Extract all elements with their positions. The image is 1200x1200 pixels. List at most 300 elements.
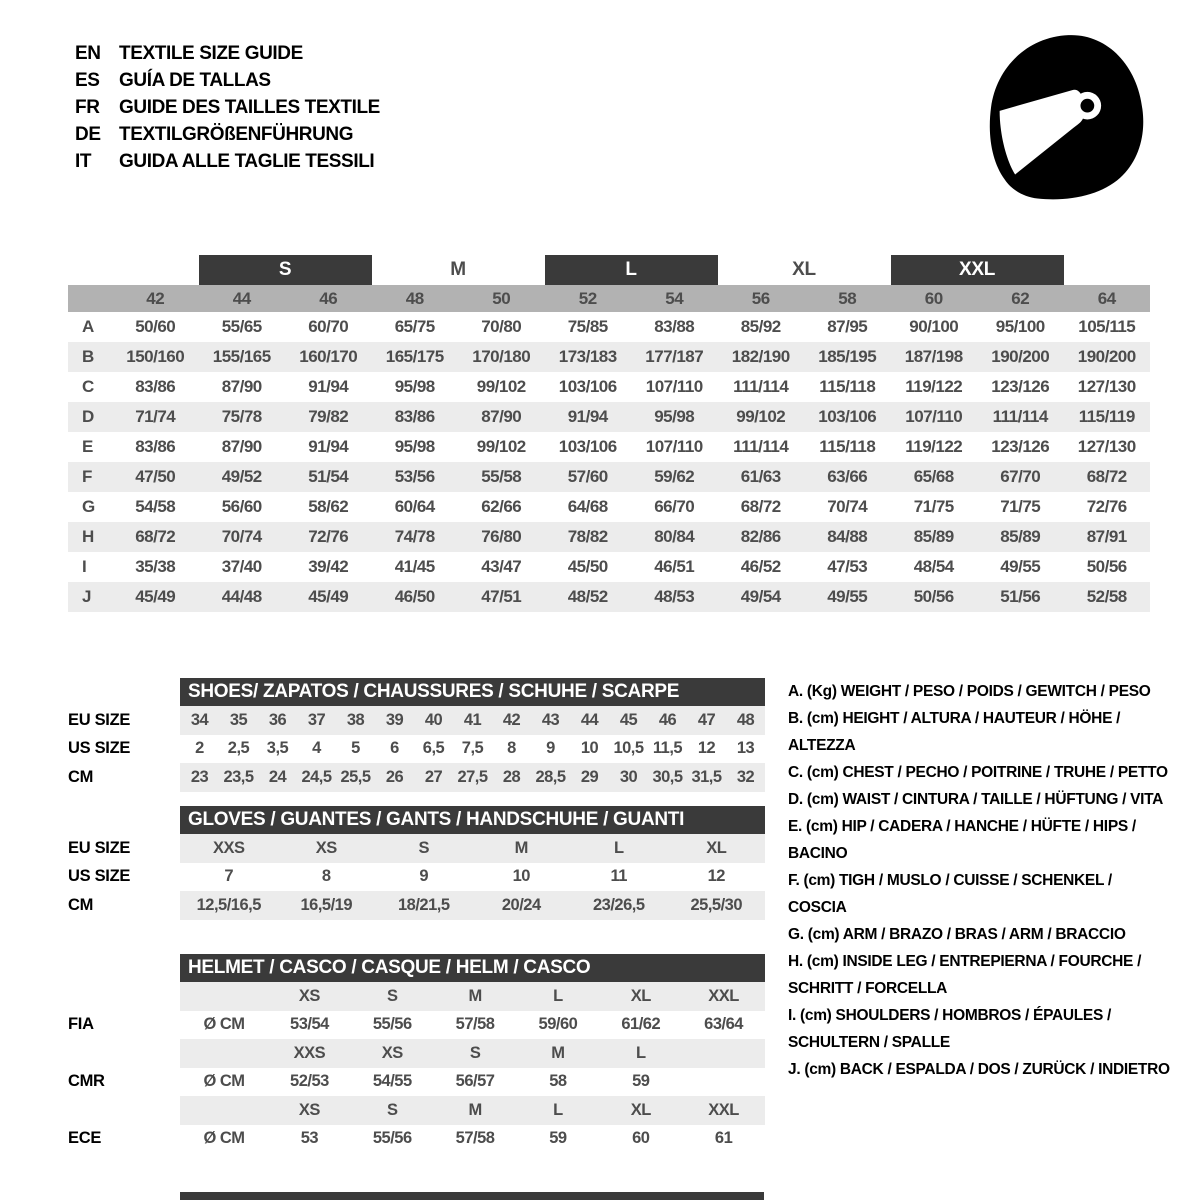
- textile-size-table: [68, 255, 1150, 612]
- numeric-size: 50: [492, 288, 511, 308]
- diameter-unit-label: Ø CM: [203, 1072, 245, 1091]
- guide-title: TEXTILE SIZE GUIDE: [119, 42, 303, 64]
- helmet-size-label: XXL: [708, 1100, 739, 1119]
- size-cell: 85/89: [913, 527, 954, 546]
- shoes-size-cell: 45: [619, 710, 638, 729]
- size-cell: 50/60: [135, 317, 176, 336]
- gloves-size-cell: S: [418, 838, 429, 857]
- language-code: EN: [75, 42, 101, 64]
- gloves-size-cell: L: [613, 838, 624, 857]
- gloves-size-cell: 10: [512, 867, 530, 886]
- gloves-section-header: GLOVES / GUANTES / GANTS / HANDSCHUHE / GUANTI: [180, 806, 765, 834]
- helmet-size-cell: [682, 1068, 765, 1097]
- size-cell: 99/102: [476, 437, 526, 456]
- helmet-size-label: S: [386, 986, 398, 1005]
- shoes-size-cell: 9: [546, 739, 555, 758]
- gloves-size-cell: 16,5/19: [300, 895, 353, 914]
- language-row: [75, 121, 380, 148]
- helmet-size-cell: 59/60: [538, 1015, 578, 1034]
- row-letter: E: [82, 437, 93, 456]
- size-cell: 74/78: [394, 527, 435, 546]
- size-cell: 49/54: [740, 587, 781, 606]
- shoes-size-cell: 28,5: [535, 767, 566, 786]
- size-cell: 103/106: [818, 407, 877, 426]
- size-cell: 71/74: [135, 407, 176, 426]
- size-cell: 46/52: [740, 557, 781, 576]
- shoes-size-cell: 8: [507, 739, 516, 758]
- legend-entry: A. (Kg) WEIGHT / PESO / POIDS / GEWITCH / PESO: [788, 683, 1151, 700]
- helmet-size-label: L: [553, 986, 563, 1005]
- helmet-value-row: [180, 1068, 765, 1097]
- shoes-size-cell: 4: [312, 739, 321, 758]
- size-cell: 51/54: [308, 467, 349, 486]
- helmet-size-cell: 52/53: [290, 1072, 329, 1091]
- size-cell: 103/106: [558, 437, 617, 456]
- size-cell: 107/110: [645, 377, 703, 396]
- table-row: [68, 372, 1150, 402]
- size-cell: 49/52: [221, 467, 262, 486]
- helmet-header-spacer: [68, 982, 180, 1011]
- helmet-size-label: XS: [298, 1100, 320, 1119]
- measurement-legend: [788, 678, 1170, 1083]
- language-title-list: [75, 40, 380, 175]
- size-cell: 67/70: [1000, 467, 1041, 486]
- table-row: [68, 312, 1150, 342]
- numeric-size: 42: [146, 288, 165, 308]
- size-cell: 68/72: [135, 527, 176, 546]
- size-cell: 123/126: [991, 437, 1050, 456]
- helmet-size-cell: 55/56: [372, 1015, 412, 1034]
- legend-entry: F. (cm) TIGH / MUSLO / CUISSE / SCHENKEL / COSCIA: [788, 872, 1112, 916]
- helmet-size-label: M: [468, 1100, 482, 1119]
- helmet-size-cell: 56/57: [455, 1072, 495, 1091]
- shoes-size-cell: 44: [580, 710, 599, 729]
- size-cell: 85/92: [740, 317, 781, 336]
- shoes-size-cell: 25,5: [340, 767, 371, 786]
- size-cell: 85/89: [1000, 527, 1041, 546]
- gloves-row: [180, 863, 765, 892]
- size-cell: 68/72: [740, 497, 781, 516]
- shoes-size-cell: 10,5: [613, 739, 644, 758]
- helmet-size-cell: 58: [549, 1072, 567, 1091]
- helmet-size-label: S: [469, 1043, 481, 1062]
- shoes-size-cell: 2,5: [227, 739, 250, 758]
- size-cell: 55/65: [221, 317, 262, 336]
- size-cell: 90/100: [909, 317, 959, 336]
- shoes-row: [180, 763, 765, 792]
- language-code: IT: [75, 150, 92, 172]
- size-cell: 63/66: [827, 467, 868, 486]
- shoes-size-cell: 34: [190, 710, 209, 729]
- shoes-size-cell: 26: [385, 767, 404, 786]
- gloves-size-cell: 8: [321, 867, 331, 886]
- size-cell: 115/119: [1078, 407, 1135, 426]
- table-row: [68, 552, 1150, 582]
- shoes-size-cell: 29: [580, 767, 599, 786]
- gloves-size-cell: 11: [610, 867, 627, 886]
- gloves-size-cell: 9: [419, 867, 429, 886]
- shoes-size-cell: 7,5: [461, 739, 484, 758]
- shoes-row-labels: [68, 678, 180, 792]
- size-cell: 75/85: [567, 317, 608, 336]
- size-cell: 35/38: [135, 557, 176, 576]
- shoes-size-cell: 3,5: [266, 739, 289, 758]
- size-cell: 127/130: [1077, 437, 1136, 456]
- gloves-row-labels: [68, 806, 180, 920]
- size-label-m: M: [450, 259, 466, 280]
- size-cell: 95/98: [394, 437, 435, 456]
- legend-entry: H. (cm) INSIDE LEG / ENTREPIERNA / FOURCHE / SCHRITT / FORCELLA: [788, 953, 1142, 997]
- size-cell: 47/51: [481, 587, 522, 606]
- helmet-size-label: L: [635, 1043, 646, 1062]
- size-cell: 50/56: [913, 587, 954, 606]
- helmet-size-header-row: [180, 1096, 765, 1125]
- empty-cell: [180, 982, 268, 1011]
- shoes-size-cell: 6,5: [422, 739, 445, 758]
- size-cell: 95/98: [654, 407, 695, 426]
- language-row: [75, 40, 380, 67]
- size-cell: 54/58: [135, 497, 176, 516]
- shoes-size-cell: 32: [736, 767, 755, 786]
- size-cell: 64/68: [567, 497, 608, 516]
- shoes-section-header: SHOES/ ZAPATOS / CHAUSSURES / SCHUHE / SCARPE: [180, 678, 765, 706]
- size-cell: 99/102: [736, 407, 786, 426]
- corner-cell: [68, 285, 112, 312]
- shoes-size-cell: 30: [619, 767, 638, 786]
- size-cell: 43/47: [481, 557, 522, 576]
- shoes-size-cell: 6: [390, 739, 399, 758]
- table-row: [68, 402, 1150, 432]
- size-cell: 46/50: [394, 587, 435, 606]
- size-cell: 95/98: [394, 377, 435, 396]
- size-cell: 83/86: [394, 407, 435, 426]
- helmet-size-label: M: [551, 1043, 565, 1062]
- size-label-l: L: [545, 255, 718, 285]
- size-cell: 58/62: [308, 497, 349, 516]
- gloves-size-cell: XXS: [212, 838, 245, 857]
- size-cell: 45/49: [135, 587, 176, 606]
- shoes-size-cell: 2: [195, 739, 204, 758]
- diameter-unit-label: Ø CM: [203, 1015, 245, 1034]
- helmet-size-cell: 61/62: [621, 1015, 661, 1034]
- size-cell: 59/62: [654, 467, 695, 486]
- size-cell: 91/94: [567, 407, 608, 426]
- language-row: [75, 148, 380, 175]
- helmet-size-cell: 57/58: [455, 1015, 495, 1034]
- size-cell: 80/84: [654, 527, 695, 546]
- size-cell: 60/64: [394, 497, 435, 516]
- guide-title: GUIDA ALLE TAGLIE TESSILI: [119, 150, 375, 172]
- numeric-size: 46: [319, 288, 338, 308]
- helmet-standard-label: FIA: [68, 1015, 94, 1034]
- size-cell: 39/42: [308, 557, 349, 576]
- size-cell: 70/74: [221, 527, 262, 546]
- table-row: [68, 342, 1150, 372]
- size-cell: 173/183: [558, 347, 617, 366]
- table-row: [68, 432, 1150, 462]
- size-cell: 72/76: [308, 527, 349, 546]
- shoes-row-label: US SIZE: [68, 739, 131, 758]
- row-letter: D: [82, 407, 94, 426]
- size-cell: 65/75: [394, 317, 435, 336]
- row-letter: A: [82, 317, 94, 336]
- size-cell: 61/63: [740, 467, 781, 486]
- size-cell: 103/106: [558, 377, 617, 396]
- language-code: FR: [75, 96, 100, 118]
- helmet-size-cell: 63/64: [704, 1015, 743, 1034]
- shoes-size-cell: 24: [268, 767, 287, 786]
- size-cell: 41/45: [394, 557, 435, 576]
- table-row: [68, 522, 1150, 552]
- size-cell: 65/68: [913, 467, 954, 486]
- row-letter: B: [82, 347, 94, 366]
- legend-entry: I. (cm) SHOULDERS / HOMBROS / ÉPAULES / SCHULTERN / SPALLE: [788, 1007, 1112, 1051]
- numeric-size: 60: [924, 288, 943, 308]
- row-letter: C: [82, 377, 94, 396]
- helmet-section-header: HELMET / CASCO / CASQUE / HELM / CASCO: [180, 954, 765, 982]
- size-cell: 72/76: [1086, 497, 1127, 516]
- size-cell: 165/175: [385, 347, 444, 366]
- helmet-size-cell: 59: [549, 1129, 567, 1148]
- helmet-size-cell: 53: [300, 1129, 319, 1148]
- helmet-size-label: XS: [381, 1043, 403, 1062]
- helmet-header-spacer: [68, 1039, 180, 1068]
- size-cell: 119/122: [905, 437, 963, 456]
- shoes-size-cell: 48: [736, 710, 755, 729]
- gloves-row-label: EU SIZE: [68, 838, 131, 857]
- size-cell: 87/90: [481, 407, 522, 426]
- shoes-size-table: [68, 678, 765, 792]
- size-label-xxl: XXL: [891, 255, 1064, 285]
- shoes-size-cell: 46: [658, 710, 677, 729]
- helmet-size-cell: 61: [714, 1129, 733, 1148]
- legend-entry: B. (cm) HEIGHT / ALTURA / HAUTEUR / HÖHE / ALTEZZA: [788, 710, 1121, 754]
- helmet-size-header-row: [180, 982, 765, 1011]
- gloves-size-cell: 20/24: [501, 895, 541, 914]
- numeric-size: 54: [665, 288, 684, 308]
- size-cell: 95/100: [995, 317, 1045, 336]
- shoes-size-cell: 24,5: [301, 767, 332, 786]
- shoes-size-cell: 42: [502, 710, 521, 729]
- shoes-size-cell: 30,5: [652, 767, 683, 786]
- shoes-size-cell: 27,5: [457, 767, 488, 786]
- gloves-size-cell: XL: [706, 838, 727, 857]
- size-label-xl: XL: [792, 259, 816, 280]
- size-cell: 107/110: [905, 407, 963, 426]
- shoes-size-cell: 41: [463, 710, 482, 729]
- gloves-size-cell: XS: [315, 838, 337, 857]
- size-cell: 170/180: [472, 347, 531, 366]
- size-cell: 75/78: [221, 407, 262, 426]
- size-label-row: [68, 255, 1150, 285]
- table-row: [68, 492, 1150, 522]
- shoes-row-label: EU SIZE: [68, 710, 131, 729]
- helmet-size-cell: 54/55: [372, 1072, 412, 1091]
- row-letter: F: [82, 467, 92, 486]
- row-letter: H: [82, 527, 94, 546]
- guide-title: GUÍA DE TALLAS: [119, 69, 271, 91]
- language-row: [75, 67, 380, 94]
- size-cell: 160/170: [299, 347, 358, 366]
- gloves-size-cell: 23/26,5: [592, 895, 645, 914]
- table-row: [68, 582, 1150, 612]
- gloves-size-cell: 7: [224, 867, 234, 886]
- size-cell: 71/75: [913, 497, 954, 516]
- size-cell: 115/118: [819, 437, 876, 456]
- size-cell: 127/130: [1077, 377, 1136, 396]
- size-cell: 53/56: [394, 467, 435, 486]
- legend-entry: E. (cm) HIP / CADERA / HANCHE / HÜFTE / HIPS / BACINO: [788, 818, 1136, 862]
- gloves-row-label: US SIZE: [68, 867, 131, 886]
- guide-title: TEXTILGRÖßENFÜHRUNG: [119, 123, 354, 145]
- shoes-size-cell: 38: [346, 710, 365, 729]
- shoes-size-cell: 12: [697, 739, 716, 758]
- size-cell: 44/48: [221, 587, 262, 606]
- gloves-size-cell: 18/21,5: [397, 895, 450, 914]
- size-cell: 51/56: [1000, 587, 1041, 606]
- racing-helmet-icon: [975, 30, 1155, 202]
- size-cell: 115/118: [819, 377, 876, 396]
- size-cell: 49/55: [1000, 557, 1041, 576]
- helmet-size-cell: 57/58: [455, 1129, 495, 1148]
- size-cell: 71/75: [1000, 497, 1041, 516]
- size-cell: 47/50: [135, 467, 176, 486]
- helmet-size-label: [682, 1039, 765, 1068]
- size-cell: 47/53: [827, 557, 868, 576]
- helmet-size-label: L: [553, 1100, 563, 1119]
- numeric-size: 52: [578, 288, 597, 308]
- shoes-size-cell: 5: [351, 739, 360, 758]
- numeric-size-row: [68, 285, 1150, 312]
- gloves-size-table: [68, 806, 765, 920]
- size-cell: 78/82: [567, 527, 608, 546]
- numeric-size: 64: [1097, 288, 1116, 308]
- helmet-size-cell: 55/56: [372, 1129, 412, 1148]
- numeric-size: 58: [838, 288, 857, 308]
- size-cell: 119/122: [905, 377, 963, 396]
- size-cell: 49/55: [827, 587, 868, 606]
- gloves-row: [180, 834, 765, 863]
- size-cell: 99/102: [476, 377, 526, 396]
- size-cell: 150/160: [126, 347, 185, 366]
- shoes-row-label: CM: [68, 767, 94, 786]
- shoes-size-cell: 43: [541, 710, 560, 729]
- size-cell: 83/86: [135, 437, 176, 456]
- language-code: DE: [75, 123, 101, 145]
- size-cell: 79/82: [308, 407, 349, 426]
- gloves-row-label: CM: [68, 895, 94, 914]
- measurement-rows: [68, 312, 1150, 612]
- shoes-size-cell: 13: [736, 739, 755, 758]
- helmet-size-cell: 53/54: [290, 1015, 329, 1034]
- helmet-standard-label: CMR: [68, 1072, 105, 1091]
- shoes-size-cell: 23: [190, 767, 209, 786]
- size-cell: 82/86: [740, 527, 781, 546]
- size-cell: 107/110: [645, 437, 703, 456]
- size-cell: 68/72: [1086, 467, 1127, 486]
- size-cell: 111/114: [733, 377, 789, 396]
- helmet-size-cell: 59: [632, 1072, 650, 1091]
- shoes-size-cell: 39: [385, 710, 404, 729]
- size-cell: 83/86: [135, 377, 176, 396]
- numeric-size: 48: [405, 288, 424, 308]
- helmet-size-cell: 60: [632, 1129, 650, 1148]
- helmet-row-labels: [68, 954, 180, 1153]
- gloves-size-cell: 25,5/30: [690, 895, 743, 914]
- size-cell: 70/74: [827, 497, 868, 516]
- helmet-size-label: XL: [630, 986, 651, 1005]
- helmet-size-label: XXS: [293, 1043, 326, 1062]
- size-label-s: S: [199, 255, 372, 285]
- size-cell: 155/165: [212, 347, 271, 366]
- shoes-size-cell: 40: [424, 710, 443, 729]
- shoes-size-cell: 31,5: [691, 767, 722, 786]
- cropped-section-bar: [180, 1192, 764, 1200]
- diameter-unit-label: Ø CM: [203, 1129, 245, 1148]
- size-cell: 84/88: [827, 527, 868, 546]
- helmet-value-row: [180, 1125, 765, 1154]
- helmet-value-row: [180, 1011, 765, 1040]
- size-cell: 87/91: [1086, 527, 1127, 546]
- size-cell: 190/200: [1077, 347, 1136, 366]
- row-letter: I: [82, 557, 87, 576]
- shoes-row: [180, 706, 765, 735]
- shoes-row: [180, 735, 765, 764]
- shoes-size-cell: 36: [268, 710, 287, 729]
- helmet-size-label: S: [386, 1100, 398, 1119]
- size-cell: 123/126: [991, 377, 1050, 396]
- shoes-size-cell: 27: [424, 767, 443, 786]
- legend-entry: J. (cm) BACK / ESPALDA / DOS / ZURÜCK / INDIETRO: [788, 1061, 1170, 1078]
- helmet-size-table: [68, 954, 765, 1153]
- size-cell: 56/60: [221, 497, 262, 516]
- numeric-size: 44: [232, 288, 251, 308]
- size-cell: 87/95: [827, 317, 868, 336]
- size-cell: 185/195: [818, 347, 877, 366]
- size-cell: 70/80: [481, 317, 522, 336]
- shoes-size-cell: 37: [307, 710, 326, 729]
- size-cell: 45/49: [308, 587, 349, 606]
- shoes-size-cell: 35: [229, 710, 248, 729]
- size-cell: 48/53: [654, 587, 695, 606]
- numeric-size: 56: [751, 288, 770, 308]
- size-cell: 111/114: [733, 437, 789, 456]
- helmet-standard-label: ECE: [68, 1129, 102, 1148]
- size-cell: 76/80: [481, 527, 522, 546]
- shoes-size-cell: 11,5: [652, 739, 683, 758]
- size-cell: 190/200: [991, 347, 1050, 366]
- size-cell: 87/90: [221, 437, 262, 456]
- size-cell: 57/60: [567, 467, 608, 486]
- size-cell: 62/66: [481, 497, 522, 516]
- empty-cell: [180, 1096, 268, 1125]
- size-cell: 37/40: [221, 557, 262, 576]
- helmet-size-label: XS: [298, 986, 320, 1005]
- empty-cell: [180, 1039, 268, 1068]
- size-cell: 87/90: [221, 377, 262, 396]
- size-cell: 177/187: [645, 347, 704, 366]
- gloves-size-cell: 12,5/16,5: [196, 895, 261, 914]
- numeric-size: 62: [1011, 288, 1030, 308]
- size-cell: 45/50: [567, 557, 608, 576]
- legend-entry: D. (cm) WAIST / CINTURA / TAILLE / HÜFTUNG / VITA: [788, 791, 1164, 808]
- helmet-size-label: M: [468, 986, 482, 1005]
- size-cell: 48/54: [913, 557, 954, 576]
- size-cell: 182/190: [731, 347, 790, 366]
- row-letter: J: [82, 587, 91, 606]
- size-cell: 52/58: [1086, 587, 1127, 606]
- helmet-size-header-row: [180, 1039, 765, 1068]
